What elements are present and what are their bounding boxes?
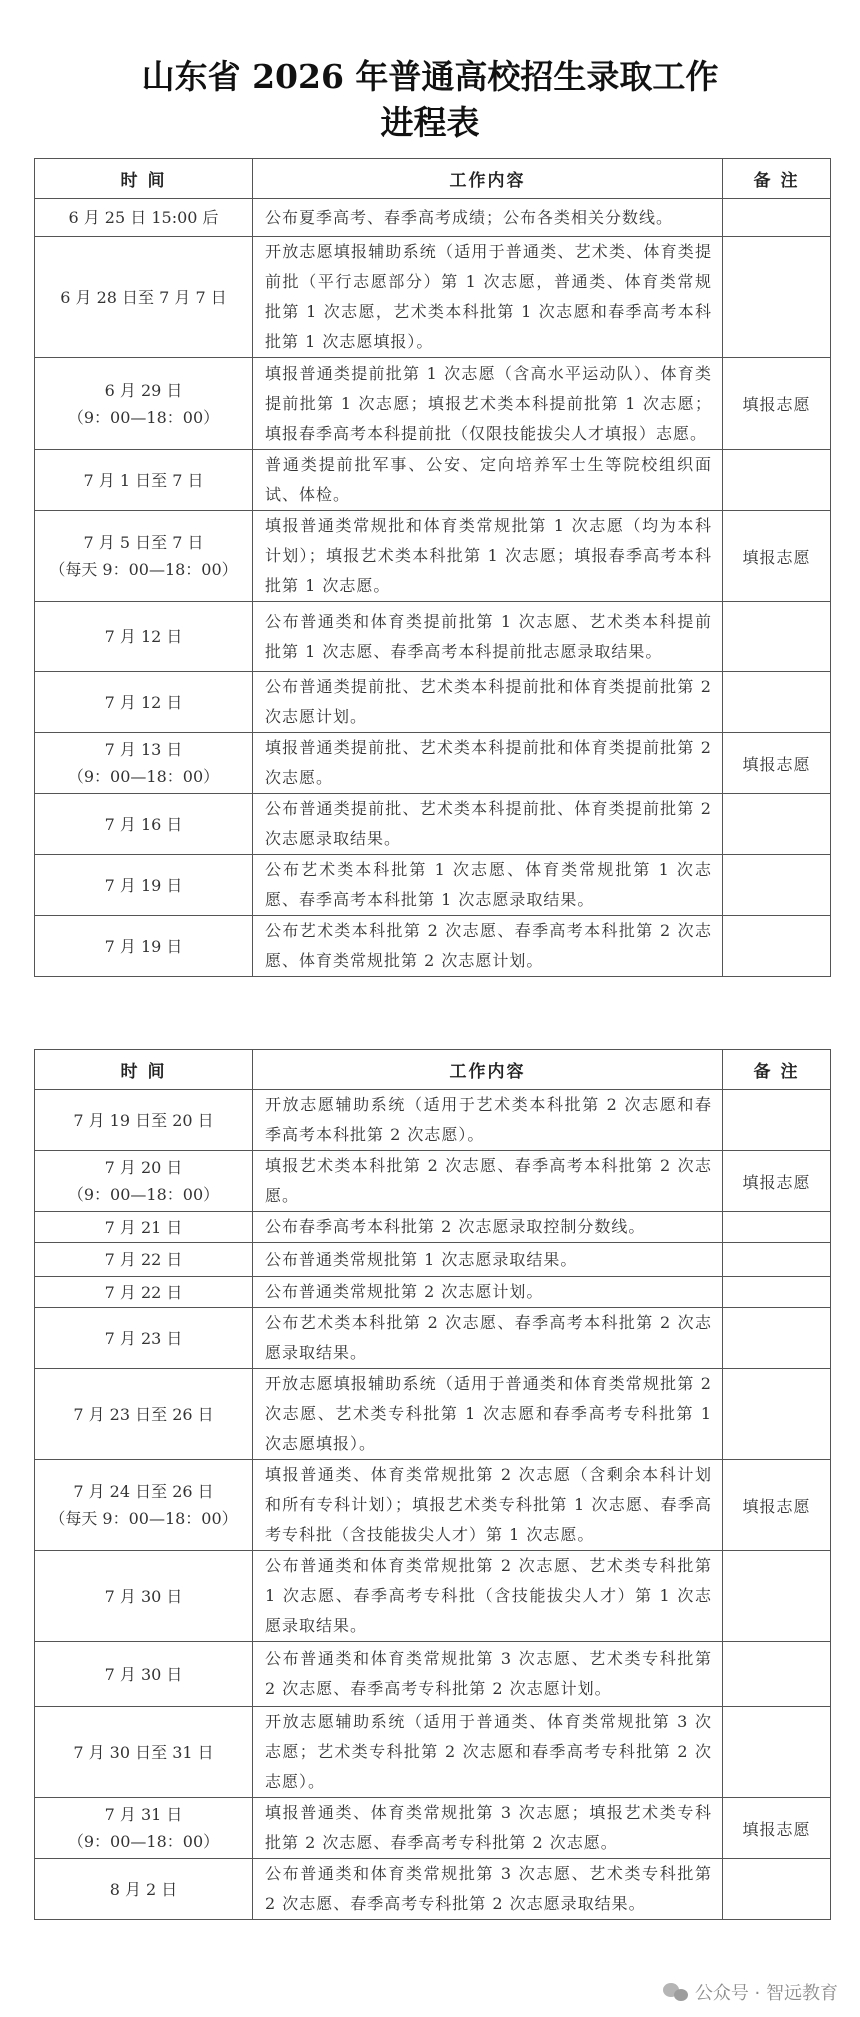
row-time-line: 7 月 22 日 <box>104 1250 183 1269</box>
table-row <box>35 794 831 855</box>
table-body <box>35 1090 831 1920</box>
row-time-line: （9：00—18：00） <box>67 767 220 786</box>
row-time <box>35 1859 253 1920</box>
row-time-line: 7 月 24 日至 26 日 <box>73 1482 214 1501</box>
row-time <box>35 1151 253 1212</box>
row-note <box>723 794 831 855</box>
row-time <box>35 672 253 733</box>
row-note <box>723 1642 831 1707</box>
table-row <box>35 1212 831 1243</box>
table-row <box>35 1090 831 1151</box>
row-content: 公布普通类提前批、艺术类本科提前批和体育类提前批第 2 次志愿计划。 <box>253 672 723 733</box>
row-content: 开放志愿填报辅助系统（适用于普通类和体育类常规批第 2 次志愿、艺术类专科批第 1 次志愿和春季高考专科批第 1 次志愿填报）。 <box>253 1369 723 1460</box>
row-content: 填报普通类、体育类常规批第 3 次志愿；填报艺术类专科批第 2 次志愿、春季高考专科批第 2 次志愿。 <box>253 1798 723 1859</box>
row-note <box>723 199 831 237</box>
row-time <box>35 1798 253 1859</box>
row-time-line: （每天 9：00—18：00） <box>49 560 238 579</box>
header-content: 工作内容 <box>253 1050 723 1090</box>
row-time <box>35 733 253 794</box>
row-time <box>35 1707 253 1798</box>
row-content: 公布艺术类本科批第 2 次志愿、春季高考本科批第 2 次志愿、体育类常规批第 2 次志愿计划。 <box>253 916 723 977</box>
table-row <box>35 1151 831 1212</box>
row-time <box>35 1642 253 1707</box>
row-time-line: 6 月 28 日至 7 月 7 日 <box>60 287 227 307</box>
table-row <box>35 855 831 916</box>
row-content: 开放志愿辅助系统（适用于普通类、体育类常规批第 3 次志愿；艺术类专科批第 2 次志愿和春季高考专科批第 2 次志愿）。 <box>253 1707 723 1798</box>
row-content: 填报艺术类本科批第 2 次志愿、春季高考本科批第 2 次志愿。 <box>253 1151 723 1212</box>
table-row <box>35 1642 831 1707</box>
table-row <box>35 1859 831 1920</box>
row-time-line: （每天 9：00—18：00） <box>49 1509 238 1528</box>
row-note <box>723 602 831 672</box>
row-note <box>723 1277 831 1308</box>
table-row <box>35 511 831 602</box>
row-note <box>723 1243 831 1277</box>
row-note: 填报志愿 <box>723 358 831 450</box>
row-note <box>723 450 831 511</box>
row-time <box>35 358 253 450</box>
page-title: 山东省 2026 年普通高校招生录取工作 <box>141 57 719 96</box>
header-note: 备 注 <box>723 159 831 199</box>
row-time <box>35 855 253 916</box>
row-time-line: 7 月 30 日 <box>104 1664 183 1684</box>
table-row <box>35 1369 831 1460</box>
row-time <box>35 916 253 977</box>
table-header-row <box>35 1050 831 1090</box>
row-content: 公布普通类常规批第 2 次志愿计划。 <box>253 1277 723 1308</box>
row-time-line: 7 月 16 日 <box>104 814 183 834</box>
row-content: 公布普通类和体育类常规批第 3 次志愿、艺术类专科批第 2 次志愿、春季高考专科批第 2 次志愿计划。 <box>253 1642 723 1707</box>
row-note <box>723 1707 831 1798</box>
row-time <box>35 1243 253 1277</box>
header-note: 备 注 <box>723 1050 831 1090</box>
row-time-line: 7 月 30 日至 31 日 <box>73 1742 214 1762</box>
row-time <box>35 1460 253 1551</box>
table-row <box>35 199 831 237</box>
table-row <box>35 450 831 511</box>
row-time <box>35 1277 253 1308</box>
row-time-line: 7 月 22 日 <box>104 1282 183 1302</box>
table-row <box>35 1551 831 1642</box>
schedule-table-part1 <box>34 158 831 977</box>
watermark <box>663 1977 838 2007</box>
row-content: 公布艺术类本科批第 1 次志愿、体育类常规批第 1 次志愿、春季高考本科批第 1 次志愿录取结果。 <box>253 855 723 916</box>
row-time <box>35 450 253 511</box>
table-row <box>35 916 831 977</box>
row-note <box>723 1551 831 1642</box>
table-row <box>35 1308 831 1369</box>
table-header-row <box>35 159 831 199</box>
row-content: 普通类提前批军事、公安、定向培养军士生等院校组织面试、体检。 <box>253 450 723 511</box>
row-time-line: （9：00—18：00） <box>67 1185 220 1204</box>
table-row <box>35 358 831 450</box>
row-time <box>35 794 253 855</box>
row-note <box>723 672 831 733</box>
row-content: 公布艺术类本科批第 2 次志愿、春季高考本科批第 2 次志愿录取结果。 <box>253 1308 723 1369</box>
row-content: 公布普通类常规批第 1 次志愿录取结果。 <box>253 1243 723 1277</box>
table-row <box>35 1798 831 1859</box>
row-time <box>35 1212 253 1243</box>
row-time <box>35 511 253 602</box>
table-body <box>35 199 831 977</box>
row-note <box>723 1859 831 1920</box>
row-note <box>723 237 831 358</box>
row-time-line: 7 月 21 日 <box>104 1217 183 1237</box>
row-note <box>723 1369 831 1460</box>
table-row <box>35 237 831 358</box>
row-time-line: 7 月 12 日 <box>104 692 183 712</box>
row-time-line: 7 月 19 日至 20 日 <box>73 1110 214 1130</box>
row-time <box>35 199 253 237</box>
wechat-icon <box>663 1983 689 2001</box>
table-row <box>35 1277 831 1308</box>
row-content: 公布普通类和体育类常规批第 3 次志愿、艺术类专科批第 2 次志愿、春季高考专科批第 2 次志愿录取结果。 <box>253 1859 723 1920</box>
table-row <box>35 602 831 672</box>
row-content: 公布普通类和体育类提前批第 1 次志愿、艺术类本科提前批第 1 次志愿、春季高考本科提前批志愿录取结果。 <box>253 602 723 672</box>
row-note <box>723 1212 831 1243</box>
row-time-line: 7 月 23 日 <box>104 1328 183 1348</box>
row-time-line: （9：00—18：00） <box>67 407 220 427</box>
row-time-line: 7 月 13 日 <box>104 740 183 759</box>
row-content: 开放志愿辅助系统（适用于艺术类本科批第 2 次志愿和春季高考本科批第 2 次志愿）。 <box>253 1090 723 1151</box>
row-time-line: 6 月 25 日 15:00 后 <box>68 208 219 227</box>
row-time <box>35 1090 253 1151</box>
row-time <box>35 1551 253 1642</box>
row-time-line: 7 月 12 日 <box>104 627 183 646</box>
table-row <box>35 1707 831 1798</box>
row-note: 填报志愿 <box>723 511 831 602</box>
row-content: 填报普通类、体育类常规批第 2 次志愿（含剩余本科计划和所有专科计划）；填报艺术类专科批第 1 次志愿、春季高考专科批（含技能拔尖人才）第 1 次志愿。 <box>253 1460 723 1551</box>
row-time-line: 7 月 31 日 <box>104 1805 183 1824</box>
row-content: 公布夏季高考、春季高考成绩；公布各类相关分数线。 <box>253 199 723 237</box>
row-content: 开放志愿填报辅助系统（适用于普通类、艺术类、体育类提前批（平行志愿部分）第 1 次志愿，普通类、体育类常规批第 1 次志愿，艺术类本科批第 1 次志愿和春季高考本科批第 1 次志愿填报）。 <box>253 237 723 358</box>
schedule-table-part2 <box>34 1049 831 1920</box>
row-note <box>723 1090 831 1151</box>
watermark-text: 公众号 · 智远教育 <box>694 1983 838 2004</box>
row-content: 公布普通类和体育类常规批第 2 次志愿、艺术类专科批第 1 次志愿、春季高考专科批（含技能拔尖人才）第 1 次志愿录取结果。 <box>253 1551 723 1642</box>
row-time <box>35 1308 253 1369</box>
row-note <box>723 916 831 977</box>
header-time: 时 间 <box>35 1050 253 1090</box>
table-row <box>35 1243 831 1277</box>
page-title-line2: 进程表 <box>380 103 480 142</box>
row-content: 公布春季高考本科批第 2 次志愿录取控制分数线。 <box>253 1212 723 1243</box>
row-time-line: 8 月 2 日 <box>109 1879 178 1899</box>
header-content: 工作内容 <box>253 159 723 199</box>
row-time-line: 7 月 23 日至 26 日 <box>73 1404 214 1424</box>
row-content: 填报普通类常规批和体育类常规批第 1 次志愿（均为本科计划）；填报艺术类本科批第 1 次志愿；填报春季高考本科批第 1 次志愿。 <box>253 511 723 602</box>
row-time-line: 6 月 29 日 <box>104 380 183 400</box>
row-time <box>35 602 253 672</box>
row-time-line: 7 月 19 日 <box>104 875 183 895</box>
header-time: 时 间 <box>35 159 253 199</box>
table-row <box>35 672 831 733</box>
row-time-line: 7 月 20 日 <box>104 1158 183 1177</box>
row-time <box>35 1369 253 1460</box>
table-row <box>35 733 831 794</box>
row-content: 填报普通类提前批、艺术类本科提前批和体育类提前批第 2 次志愿。 <box>253 733 723 794</box>
row-time-line: （9：00—18：00） <box>67 1832 220 1851</box>
row-note <box>723 855 831 916</box>
row-time-line: 7 月 19 日 <box>104 936 183 956</box>
row-time-line: 7 月 1 日至 7 日 <box>83 470 204 490</box>
row-time <box>35 237 253 358</box>
row-note: 填报志愿 <box>723 1798 831 1859</box>
row-note: 填报志愿 <box>723 1151 831 1212</box>
row-time-line: 7 月 30 日 <box>104 1586 183 1606</box>
row-content: 填报普通类提前批第 1 次志愿（含高水平运动队）、体育类提前批第 1 次志愿；填报艺术类本科提前批第 1 次志愿；填报春季高考本科提前批（仅限技能拔尖人才填报）志愿。 <box>253 358 723 450</box>
row-time-line: 7 月 5 日至 7 日 <box>83 533 204 552</box>
row-content: 公布普通类提前批、艺术类本科提前批、体育类提前批第 2 次志愿录取结果。 <box>253 794 723 855</box>
row-note <box>723 1308 831 1369</box>
row-note: 填报志愿 <box>723 733 831 794</box>
table-row <box>35 1460 831 1551</box>
row-note: 填报志愿 <box>723 1460 831 1551</box>
